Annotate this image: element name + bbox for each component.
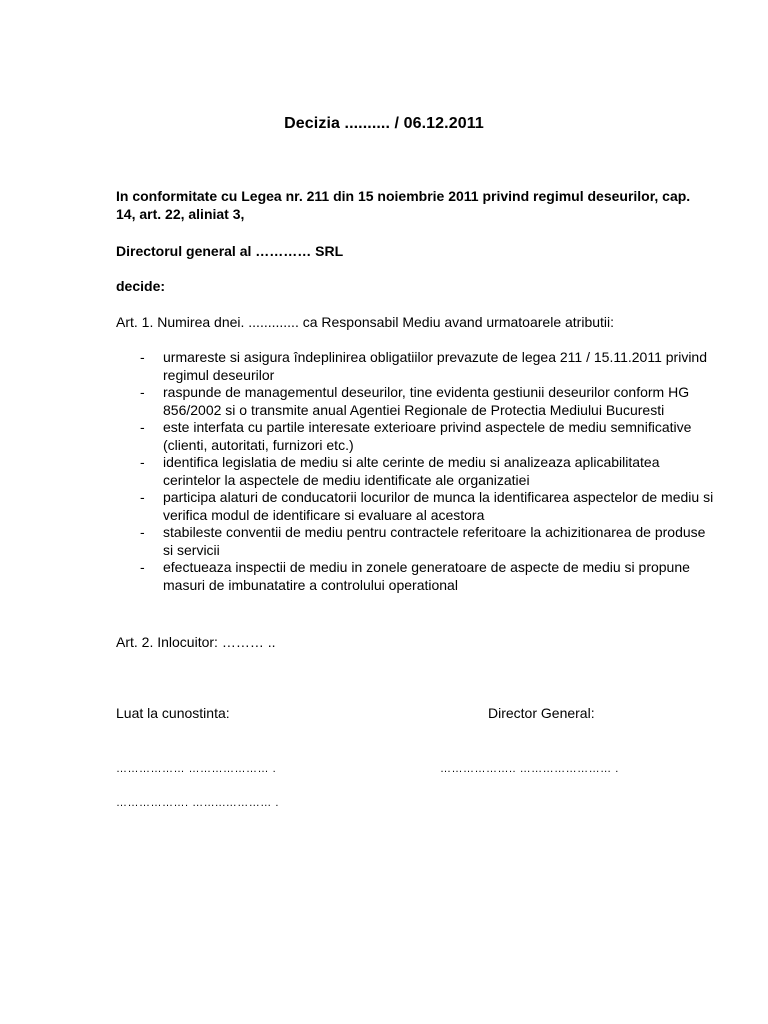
list-item (116, 349, 716, 384)
list-item (116, 384, 716, 419)
bullet-dash: - (140, 419, 145, 435)
director-line: Directorul general al ………… SRL (116, 243, 344, 259)
list-item (116, 524, 716, 559)
intro-paragraph: In conformitate cu Legea nr. 211 din 15 noiembrie 2011 privind regimul deseurilor, cap. 14, art. 22, aliniat 3, (116, 188, 691, 222)
duty-text: este interfata cu partile interesate exterioare privind aspectele de mediu semnificative (clienti, autoritati, furnizori etc.) (163, 419, 692, 453)
bullet-dash: - (140, 384, 145, 400)
director-signature-label: Director General: (488, 705, 595, 721)
duty-text: identifica legislatia de mediu si alte cerinte de mediu si analizeaza aplicabilitatea cerintelor la aspectele de mediu identificate ale organizatiei (163, 454, 660, 488)
duty-text: participa alaturi de conducatorii locurilor de munca la identificarea aspectelor de mediu si verifica modul de identificare si evaluare al acestora (163, 489, 714, 523)
duty-text: stabileste conventii de mediu pentru contractele referitoare la achizitionarea de produse si servicii (163, 524, 706, 558)
list-item (116, 489, 716, 524)
duties-list (116, 349, 716, 594)
duty-text: efectueaza inspectii de mediu in zonele generatoare de aspecte de mediu si propune masuri de imbunatatire a controlului operational (163, 559, 690, 593)
acknowledgement-label: Luat la cunostinta: (116, 705, 230, 721)
bullet-dash: - (140, 454, 145, 470)
article-1: Art. 1. Numirea dnei. ............. ca Responsabil Mediu avand urmatoarele atributii: (116, 314, 615, 330)
bullet-dash: - (140, 489, 145, 505)
bullet-dash: - (140, 559, 145, 575)
decide-label: decide: (116, 278, 166, 294)
bullet-dash: - (140, 524, 145, 540)
signature-line-right: ……………….. …………………… . (440, 763, 619, 775)
page-title: Decizia .......... / 06.12.2011 (284, 115, 484, 132)
article-2: Art. 2. Inlocuitor: ……… .. (116, 634, 276, 650)
list-item (116, 454, 716, 489)
signature-line-left: ……………… ………………… . (116, 763, 277, 775)
duty-text: raspunde de managementul deseurilor, tine evidenta gestiunii deseurilor conform HG 856/2002 si o transmite anual Agentiei Regionale de Protectia Mediului Bucuresti (163, 384, 690, 418)
list-item (116, 559, 716, 594)
signature-line-left-2: ………………. ……...………… . (116, 797, 279, 809)
duty-text: urmareste si asigura îndeplinirea obligatiilor prevazute de legea 211 / 15.11.2011 privind regimul deseurilor (163, 349, 708, 383)
bullet-dash: - (140, 349, 145, 365)
list-item (116, 419, 716, 454)
